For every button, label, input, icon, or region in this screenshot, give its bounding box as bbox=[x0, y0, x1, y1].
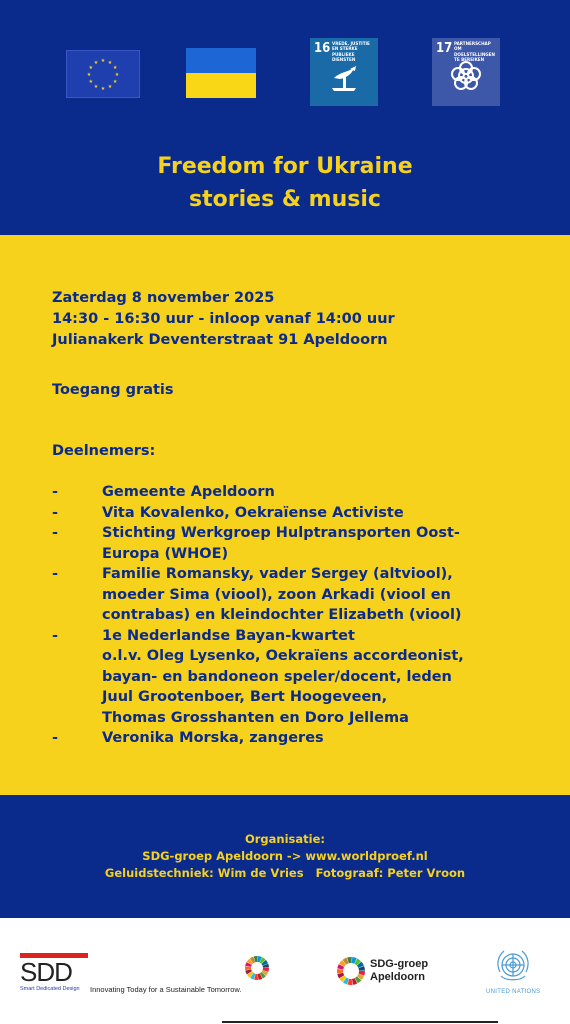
svg-text:★: ★ bbox=[112, 65, 118, 71]
sdg-wheel-icon bbox=[244, 955, 270, 981]
sdg-groep-line2: Apeldoorn bbox=[370, 971, 425, 983]
participant-line: Stichting Werkgroep Hulptransporten Oost- bbox=[102, 525, 460, 541]
participant-line: Europa (WHOE) bbox=[102, 545, 229, 562]
svg-text:★: ★ bbox=[93, 59, 99, 66]
sdd-logo: SDD bbox=[20, 957, 72, 987]
participant-line: bayan- en bandoneon speler/docent, leden bbox=[102, 668, 452, 685]
participant-item bbox=[52, 482, 522, 503]
participant-item bbox=[52, 503, 522, 524]
sponsor-logos bbox=[0, 918, 570, 1024]
participant-line: Vita Kovalenko, Oekraïense Activiste bbox=[102, 504, 404, 521]
list-bullet: - bbox=[52, 504, 59, 521]
ukraine-flag-icon bbox=[186, 48, 256, 98]
sdg-16-number: 16 bbox=[314, 41, 331, 56]
svg-text:★: ★ bbox=[100, 58, 106, 64]
participant-item bbox=[52, 728, 522, 749]
svg-text:★: ★ bbox=[88, 65, 94, 71]
event-title-line2: stories & music bbox=[189, 187, 381, 212]
organisation-heading: Organisatie: bbox=[244, 832, 325, 846]
sdg-17-number: 17 bbox=[436, 41, 453, 56]
participant-line: Thomas Grosshanten en Doro Jellema bbox=[102, 709, 409, 726]
event-time: 14:30 - 16:30 uur - inloop vanaf 14:00 uur bbox=[52, 311, 395, 327]
list-bullet: - bbox=[52, 627, 59, 644]
participant-line: Gemeente Apeldoorn bbox=[102, 484, 275, 500]
sdg-groep-wheel-icon bbox=[336, 956, 366, 986]
participant-line: o.l.v. Oleg Lysenko, Oekraïens accordeonist, bbox=[102, 648, 464, 664]
participant-item bbox=[52, 564, 522, 626]
list-bullet: - bbox=[52, 525, 59, 541]
svg-text:★: ★ bbox=[88, 79, 94, 85]
svg-text:★: ★ bbox=[107, 59, 113, 66]
participant-item bbox=[52, 626, 522, 729]
sdg-17-icon bbox=[432, 38, 500, 106]
organisation-line2: Geluidstechniek: Wim de Vries Fotograaf: Peter Vroon bbox=[104, 866, 466, 880]
participants-heading: Deelnemers: bbox=[52, 443, 156, 459]
participant-line: Veronika Morska, zangeres bbox=[102, 730, 324, 746]
list-bullet: - bbox=[52, 730, 59, 746]
event-location: Julianakerk Deventerstraat 91 Apeldoorn bbox=[52, 332, 388, 348]
sdg-17-label: PARTNERSCHAP OM DOELSTELLINGEN TE BEREIKEN bbox=[454, 42, 495, 63]
sdg-16-icon bbox=[310, 38, 378, 106]
un-label: UNITED NATIONS bbox=[486, 989, 541, 995]
event-date: Zaterdag 8 november 2025 bbox=[52, 290, 275, 306]
participant-line: 1e Nederlandse Bayan-kwartet bbox=[102, 627, 355, 644]
participant-line: contrabas) en kleindochter Elizabeth (viool) bbox=[102, 607, 462, 623]
sdd-subtitle: Smart Dedicated Design bbox=[20, 986, 80, 992]
organisation-band bbox=[0, 795, 570, 918]
participants-list bbox=[52, 482, 522, 749]
organisation-line1: SDG-groep Apeldoorn -> www.worldproef.nl bbox=[142, 849, 428, 863]
event-entry: Toegang gratis bbox=[52, 382, 174, 398]
participant-item bbox=[52, 523, 522, 564]
eu-flag-icon bbox=[66, 50, 140, 98]
svg-text:★: ★ bbox=[93, 84, 99, 91]
svg-text:★: ★ bbox=[107, 84, 113, 91]
sdg-groep-logo bbox=[370, 958, 428, 984]
header-band bbox=[0, 0, 570, 235]
sdg-groep-line1: SDG-groep bbox=[370, 958, 429, 970]
list-bullet: - bbox=[52, 566, 59, 582]
list-bullet: - bbox=[52, 484, 59, 500]
svg-text:★: ★ bbox=[100, 86, 106, 92]
sdg-16-label: VREDE, JUSTITIE EN STERKE PUBLIEKE DIENSTEN bbox=[332, 42, 370, 63]
svg-text:★: ★ bbox=[114, 72, 120, 78]
svg-text:★: ★ bbox=[112, 79, 118, 85]
svg-text:★: ★ bbox=[86, 72, 92, 78]
event-title-line1: Freedom for Ukraine bbox=[157, 154, 413, 179]
un-emblem-icon bbox=[492, 946, 534, 988]
participant-line: Familie Romansky, vader Sergey (altviool), bbox=[102, 566, 453, 582]
participant-line: moeder Sima (viool), zoon Arkadi (viool en bbox=[102, 586, 451, 603]
home-indicator bbox=[222, 1021, 498, 1023]
participant-line: Juul Grootenboer, Bert Hoogeveen, bbox=[102, 689, 388, 705]
sdd-tagline: Innovating Today for a Sustainable Tomorrow. bbox=[90, 985, 242, 994]
